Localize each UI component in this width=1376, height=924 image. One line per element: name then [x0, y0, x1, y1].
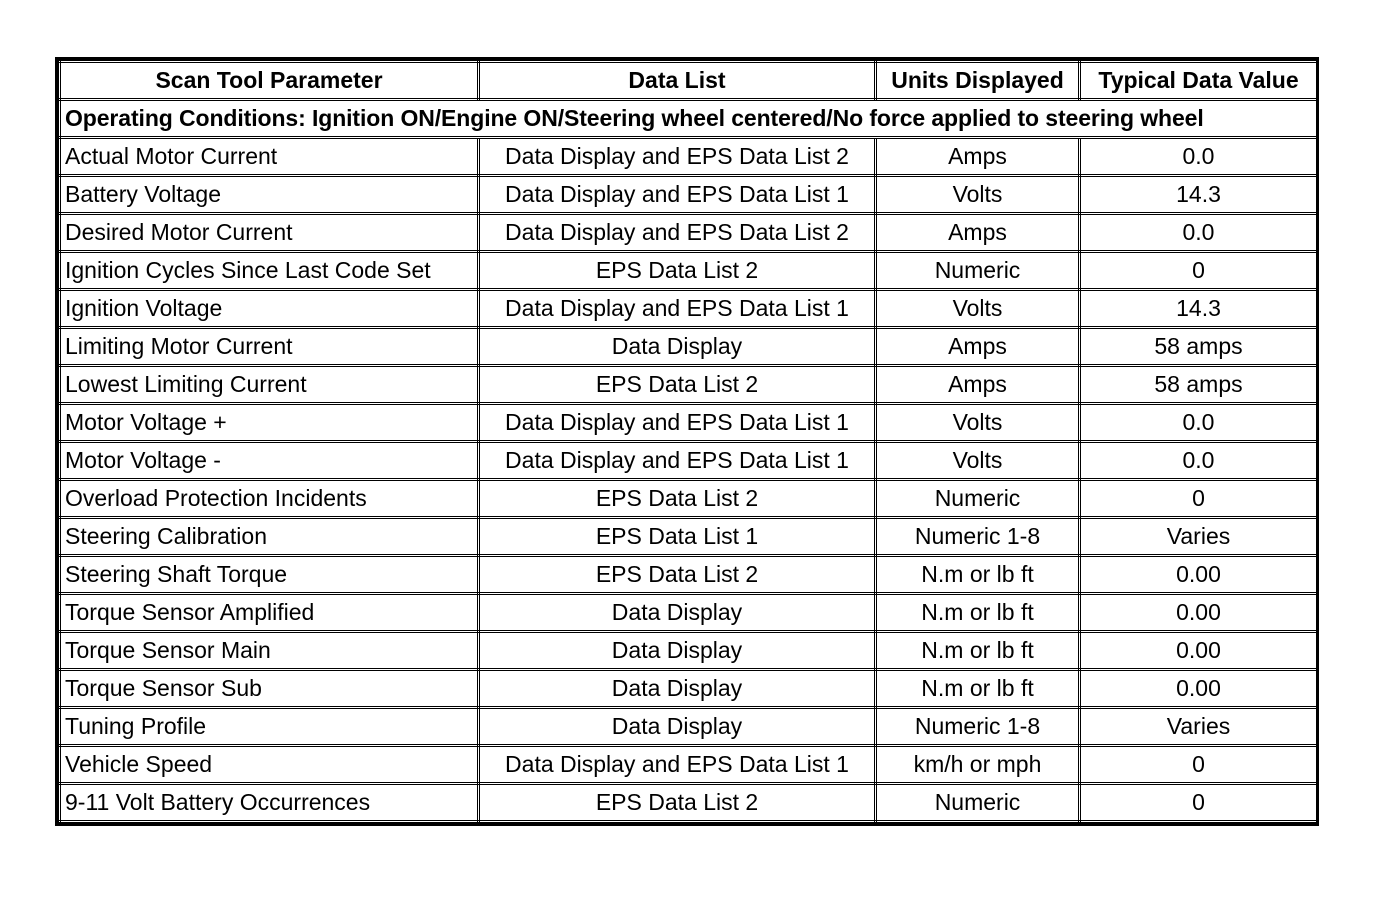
cell-parameter: Tuning Profile: [60, 708, 479, 746]
cell-units: Numeric: [876, 252, 1080, 290]
cell-typical-value: 0: [1080, 252, 1318, 290]
cell-units: Numeric 1-8: [876, 708, 1080, 746]
table-row: [60, 480, 1318, 518]
table-row: [60, 176, 1318, 214]
table-row: [60, 670, 1318, 708]
table-row: [60, 138, 1318, 176]
cell-units: Volts: [876, 404, 1080, 442]
cell-typical-value: 14.3: [1080, 290, 1318, 328]
header-data-list: Data List: [479, 62, 876, 100]
cell-units: Numeric 1-8: [876, 518, 1080, 556]
header-scan-tool-parameter: Scan Tool Parameter: [60, 62, 479, 100]
cell-data-list: Data Display and EPS Data List 2: [479, 138, 876, 176]
cell-data-list: Data Display: [479, 632, 876, 670]
cell-data-list: EPS Data List 2: [479, 480, 876, 518]
cell-units: km/h or mph: [876, 746, 1080, 784]
cell-data-list: EPS Data List 2: [479, 366, 876, 404]
cell-units: Volts: [876, 290, 1080, 328]
table-row: [60, 518, 1318, 556]
cell-typical-value: 0.00: [1080, 594, 1318, 632]
cell-parameter: Steering Shaft Torque: [60, 556, 479, 594]
table-row: [60, 594, 1318, 632]
cell-data-list: Data Display: [479, 328, 876, 366]
cell-typical-value: 0.0: [1080, 442, 1318, 480]
scan-tool-data-table: [58, 60, 1319, 823]
cell-parameter: Actual Motor Current: [60, 138, 479, 176]
cell-parameter: 9-11 Volt Battery Occurrences: [60, 784, 479, 822]
table-row: [60, 290, 1318, 328]
cell-data-list: Data Display: [479, 708, 876, 746]
cell-typical-value: Varies: [1080, 708, 1318, 746]
cell-typical-value: 0.00: [1080, 632, 1318, 670]
table-row: [60, 746, 1318, 784]
cell-parameter: Vehicle Speed: [60, 746, 479, 784]
table-row: [60, 784, 1318, 822]
cell-units: N.m or lb ft: [876, 632, 1080, 670]
cell-typical-value: 0.0: [1080, 214, 1318, 252]
cell-parameter: Motor Voltage -: [60, 442, 479, 480]
cell-parameter: Limiting Motor Current: [60, 328, 479, 366]
scan-tool-data-table-container: [55, 57, 1319, 826]
cell-typical-value: Varies: [1080, 518, 1318, 556]
cell-parameter: Lowest Limiting Current: [60, 366, 479, 404]
cell-typical-value: 58 amps: [1080, 328, 1318, 366]
table-row: [60, 632, 1318, 670]
cell-data-list: Data Display and EPS Data List 1: [479, 746, 876, 784]
cell-data-list: Data Display and EPS Data List 1: [479, 176, 876, 214]
cell-parameter: Ignition Cycles Since Last Code Set: [60, 252, 479, 290]
header-typical-data-value: Typical Data Value: [1080, 62, 1318, 100]
cell-data-list: Data Display: [479, 670, 876, 708]
cell-parameter: Steering Calibration: [60, 518, 479, 556]
cell-typical-value: 58 amps: [1080, 366, 1318, 404]
cell-data-list: EPS Data List 2: [479, 252, 876, 290]
cell-data-list: Data Display and EPS Data List 1: [479, 290, 876, 328]
header-units-displayed: Units Displayed: [876, 62, 1080, 100]
cell-data-list: Data Display: [479, 594, 876, 632]
cell-data-list: Data Display and EPS Data List 2: [479, 214, 876, 252]
cell-units: N.m or lb ft: [876, 556, 1080, 594]
table-row: [60, 708, 1318, 746]
cell-data-list: Data Display and EPS Data List 1: [479, 404, 876, 442]
cell-data-list: Data Display and EPS Data List 1: [479, 442, 876, 480]
cell-parameter: Ignition Voltage: [60, 290, 479, 328]
cell-units: Numeric: [876, 480, 1080, 518]
cell-typical-value: 0: [1080, 784, 1318, 822]
cell-units: Numeric: [876, 784, 1080, 822]
table-row: [60, 214, 1318, 252]
cell-parameter: Overload Protection Incidents: [60, 480, 479, 518]
table-row: [60, 328, 1318, 366]
cell-typical-value: 0.0: [1080, 404, 1318, 442]
cell-units: Volts: [876, 176, 1080, 214]
cell-typical-value: 0: [1080, 480, 1318, 518]
cell-parameter: Battery Voltage: [60, 176, 479, 214]
cell-data-list: EPS Data List 2: [479, 556, 876, 594]
cell-typical-value: 14.3: [1080, 176, 1318, 214]
cell-units: Amps: [876, 214, 1080, 252]
cell-units: Amps: [876, 366, 1080, 404]
cell-parameter: Torque Sensor Amplified: [60, 594, 479, 632]
table-row: [60, 252, 1318, 290]
table-row: [60, 404, 1318, 442]
cell-typical-value: 0.00: [1080, 556, 1318, 594]
cell-units: Amps: [876, 138, 1080, 176]
table-row: [60, 366, 1318, 404]
cell-typical-value: 0: [1080, 746, 1318, 784]
cell-parameter: Torque Sensor Main: [60, 632, 479, 670]
operating-conditions: Operating Conditions: Ignition ON/Engine ON/Steering wheel centered/No force applied to steering wheel: [60, 100, 1318, 138]
cell-typical-value: 0.00: [1080, 670, 1318, 708]
table-row: [60, 442, 1318, 480]
cell-parameter: Motor Voltage +: [60, 404, 479, 442]
cell-parameter: Torque Sensor Sub: [60, 670, 479, 708]
operating-conditions-row: [60, 100, 1318, 138]
cell-data-list: EPS Data List 2: [479, 784, 876, 822]
cell-typical-value: 0.0: [1080, 138, 1318, 176]
table-row: [60, 556, 1318, 594]
cell-data-list: EPS Data List 1: [479, 518, 876, 556]
cell-parameter: Desired Motor Current: [60, 214, 479, 252]
cell-units: Amps: [876, 328, 1080, 366]
cell-units: Volts: [876, 442, 1080, 480]
cell-units: N.m or lb ft: [876, 594, 1080, 632]
cell-units: N.m or lb ft: [876, 670, 1080, 708]
table-header-row: [60, 62, 1318, 100]
